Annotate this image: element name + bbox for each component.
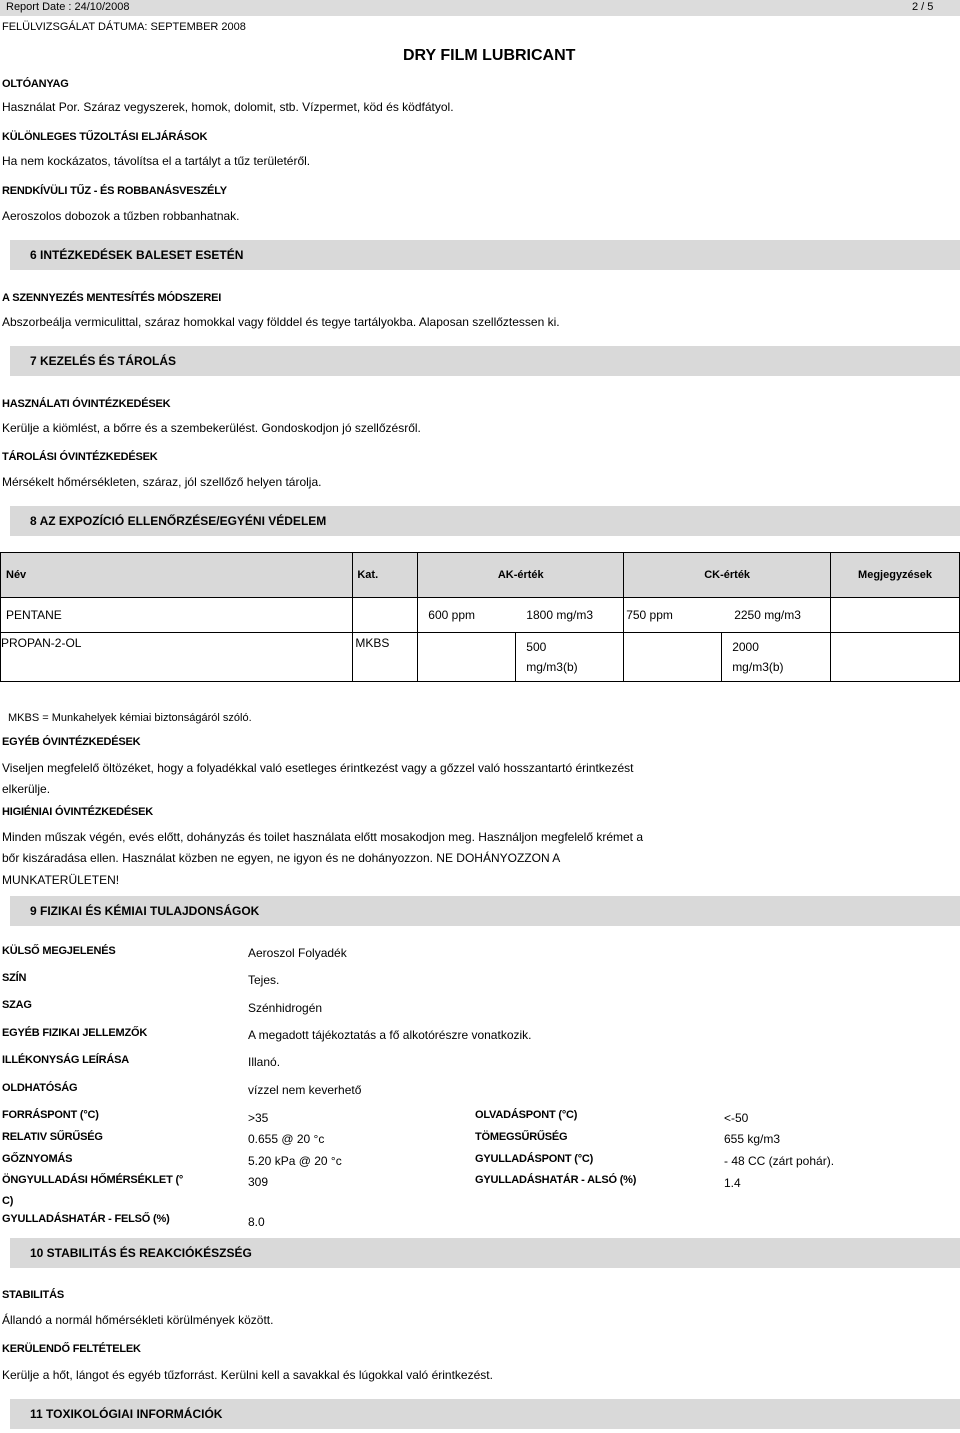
property-value: >35 bbox=[248, 1111, 269, 1125]
ak-mgm3 bbox=[516, 633, 577, 681]
property-label: OLVADÁSPONT (°C) bbox=[475, 1109, 578, 1121]
property-value: vízzel nem keverhető bbox=[248, 1083, 362, 1097]
property-value: 0.655 @ 20 °c bbox=[248, 1132, 325, 1146]
property-value: 8.0 bbox=[248, 1215, 265, 1229]
section-6-title: 6 INTÉZKEDÉSEK BALESET ESETÉN bbox=[30, 248, 244, 262]
spill-method-text: Abszorbeálja vermiculittal, száraz homokkal vagy földdel és tegye tartályokba. Alaposan szellőztessen ki. bbox=[2, 315, 560, 329]
exposure-table bbox=[0, 552, 960, 682]
report-date: Report Date : 24/10/2008 bbox=[6, 1, 130, 13]
property-value: 655 kg/m3 bbox=[724, 1132, 781, 1146]
ck-ppm bbox=[624, 633, 722, 681]
col-header-notes: Megjegyzések bbox=[831, 553, 960, 598]
section-8-title: 8 AZ EXPOZÍCIÓ ELLENŐRZÉSE/EGYÉNI VÉDELEM bbox=[30, 514, 327, 528]
extinguish-label: OLTÓANYAG bbox=[2, 78, 69, 90]
stability-label: STABILITÁS bbox=[2, 1289, 64, 1301]
property-label: GYULLADÁSPONT (°C) bbox=[475, 1153, 594, 1165]
substance-name: PROPAN-2-OL bbox=[1, 633, 353, 682]
property-value: 1.4 bbox=[724, 1176, 741, 1190]
hygiene-text-2: bőr kiszáradása ellen. Használat közben ne egyen, ne igyon és ne dohányozzon. NE DOHÁNYOZZON A bbox=[2, 851, 561, 865]
ck-value-cell bbox=[624, 598, 831, 633]
ak-mgm3-value: 500 bbox=[526, 640, 547, 654]
substance-category bbox=[353, 598, 418, 633]
section-11-header bbox=[10, 1399, 960, 1429]
property-label: ILLÉKONYSÁG LEÍRÁSA bbox=[2, 1054, 129, 1066]
hygiene-text-3: MUNKATERÜLETEN! bbox=[2, 873, 120, 887]
col-header-category: Kat. bbox=[353, 553, 418, 598]
property-value: A megadott tájékoztatás a fő alkotórészre vonatkozik. bbox=[248, 1028, 532, 1042]
ak-mgm3: 1800 mg/m3 bbox=[526, 608, 593, 622]
section-6-header bbox=[10, 240, 960, 270]
hygiene-text-1: Minden műszak végén, evés előtt, dohányzás és toilet használata előtt mosakodjon meg. Használjon megfelelő krémet a bbox=[2, 830, 644, 844]
review-date: FELÜLVIZSGÁLAT DÁTUMA: SEPTEMBER 2008 bbox=[2, 21, 246, 33]
property-label: TÖMEGSŰRŰSÉG bbox=[475, 1131, 568, 1143]
report-header-bar bbox=[0, 0, 960, 16]
section-7-header bbox=[10, 346, 960, 376]
section-7-title: 7 KEZELÉS ÉS TÁROLÁS bbox=[30, 354, 177, 368]
ck-value-cell bbox=[624, 633, 831, 682]
special-procedures-label: KÜLÖNLEGES TŰZOLTÁSI ELJÁRÁSOK bbox=[2, 131, 208, 143]
section-9-title: 9 FIZIKAI ÉS KÉMIAI TULAJDONSÁGOK bbox=[30, 904, 260, 918]
property-value: 309 bbox=[248, 1175, 269, 1189]
section-10-header bbox=[10, 1238, 960, 1268]
substance-name: PENTANE bbox=[1, 598, 353, 633]
ck-mgm3: 2250 mg/m3 bbox=[734, 608, 801, 622]
col-header-name: Név bbox=[1, 553, 353, 598]
property-label: GYULLADÁSHATÁR - FELSŐ (%) bbox=[2, 1213, 170, 1225]
section-9-header bbox=[10, 896, 960, 926]
exposure-table-header bbox=[1, 553, 960, 598]
ck-mgm3-value: 2000 bbox=[732, 640, 759, 654]
section-11-title: 11 TOXIKOLÓGIAI INFORMÁCIÓK bbox=[30, 1407, 223, 1421]
ak-ppm bbox=[418, 633, 516, 681]
section-8-header bbox=[10, 506, 960, 536]
property-label-continued: C) bbox=[2, 1195, 14, 1207]
use-precautions-label: HASZNÁLATI ÓVINTÉZKEDÉSEK bbox=[2, 398, 171, 410]
table-row bbox=[1, 633, 960, 682]
property-value: <-50 bbox=[724, 1111, 749, 1125]
mkbs-footnote: MKBS = Munkahelyek kémiai biztonságáról szóló. bbox=[8, 712, 252, 724]
property-label: GYULLADÁSHATÁR - ALSÓ (%) bbox=[475, 1174, 637, 1186]
ak-ppm: 600 ppm bbox=[428, 608, 475, 622]
property-label: SZAG bbox=[2, 999, 32, 1011]
fire-hazard-text: Aeroszolos dobozok a tűzben robbanhatnak. bbox=[2, 209, 240, 223]
special-procedures-text: Ha nem kockázatos, távolítsa el a tartályt a tűz területéről. bbox=[2, 154, 311, 168]
ck-mgm3 bbox=[722, 633, 783, 681]
col-header-ak: AK-érték bbox=[418, 553, 624, 598]
property-label: GŐZNYOMÁS bbox=[2, 1153, 73, 1165]
property-value: Szénhidrogén bbox=[248, 1001, 323, 1015]
property-label: RELATIV SŰRŰSÉG bbox=[2, 1131, 103, 1143]
ak-value-cell bbox=[418, 598, 624, 633]
other-precautions-label: EGYÉB ÓVINTÉZKEDÉSEK bbox=[2, 736, 141, 748]
fire-hazard-label: RENDKÍVÜLI TŰZ - ÉS ROBBANÁSVESZÉLY bbox=[2, 185, 227, 197]
property-label: KÜLSŐ MEGJELENÉS bbox=[2, 945, 116, 957]
ck-mgm3-unit: mg/m3(b) bbox=[732, 660, 784, 674]
ak-mgm3-unit: mg/m3(b) bbox=[526, 660, 578, 674]
section-10-title: 10 STABILITÁS ÉS REAKCIÓKÉSZSÉG bbox=[30, 1246, 252, 1260]
property-value: 5.20 kPa @ 20 °c bbox=[248, 1154, 342, 1168]
stability-text: Állandó a normál hőmérsékleti körülmények között. bbox=[2, 1313, 274, 1327]
extinguish-text: Használat Por. Száraz vegyszerek, homok, dolomit, stb. Vízpermet, köd és ködfátyol. bbox=[2, 100, 454, 114]
substance-notes bbox=[831, 633, 960, 682]
page-number: 2 / 5 bbox=[912, 1, 934, 13]
storage-precautions-text: Mérsékelt hőmérsékleten, száraz, jól szellőző helyen tárolja. bbox=[2, 475, 322, 489]
property-value: Tejes. bbox=[248, 973, 280, 987]
other-precautions-text-2: elkerülje. bbox=[2, 782, 51, 796]
table-row bbox=[1, 598, 960, 633]
conditions-avoid-label: KERÜLENDŐ FELTÉTELEK bbox=[2, 1343, 141, 1355]
substance-category: MKBS bbox=[353, 633, 418, 682]
property-value: Aeroszol Folyadék bbox=[248, 946, 347, 960]
ck-ppm: 750 ppm bbox=[626, 608, 673, 622]
conditions-avoid-text: Kerülje a hőt, lángot és egyéb tűzforrást. Kerülni kell a savakkal és lúgokkal való érintkezést. bbox=[2, 1368, 493, 1382]
storage-precautions-label: TÁROLÁSI ÓVINTÉZKEDÉSEK bbox=[2, 451, 158, 463]
property-label: FORRÁSPONT (°C) bbox=[2, 1109, 99, 1121]
property-value: Illanó. bbox=[248, 1055, 281, 1069]
property-label: ÖNGYULLADÁSI HŐMÉRSÉKLET (° bbox=[2, 1174, 184, 1186]
product-title: DRY FILM LUBRICANT bbox=[403, 47, 576, 64]
ak-value-cell bbox=[418, 633, 624, 682]
other-precautions-text-1: Viseljen megfelelő öltözéket, hogy a folyadékkal való esetleges érintkezést vagy a gőzzel való hosszantartó érintkezést bbox=[2, 761, 634, 775]
substance-notes bbox=[831, 598, 960, 633]
hygiene-label: HIGIÉNIAI ÓVINTÉZKEDÉSEK bbox=[2, 806, 154, 818]
col-header-ck: CK-érték bbox=[624, 553, 831, 598]
property-label: SZÍN bbox=[2, 972, 27, 984]
use-precautions-text: Kerülje a kiömlést, a bőrre és a szembekerülést. Gondoskodjon jó szellőzésről. bbox=[2, 421, 421, 435]
property-value: - 48 CC (zárt pohár). bbox=[724, 1154, 835, 1168]
property-label: OLDHATÓSÁG bbox=[2, 1082, 78, 1094]
property-label: EGYÉB FIZIKAI JELLEMZŐK bbox=[2, 1027, 148, 1039]
spill-method-label: A SZENNYEZÉS MENTESÍTÉS MÓDSZEREI bbox=[2, 292, 222, 304]
